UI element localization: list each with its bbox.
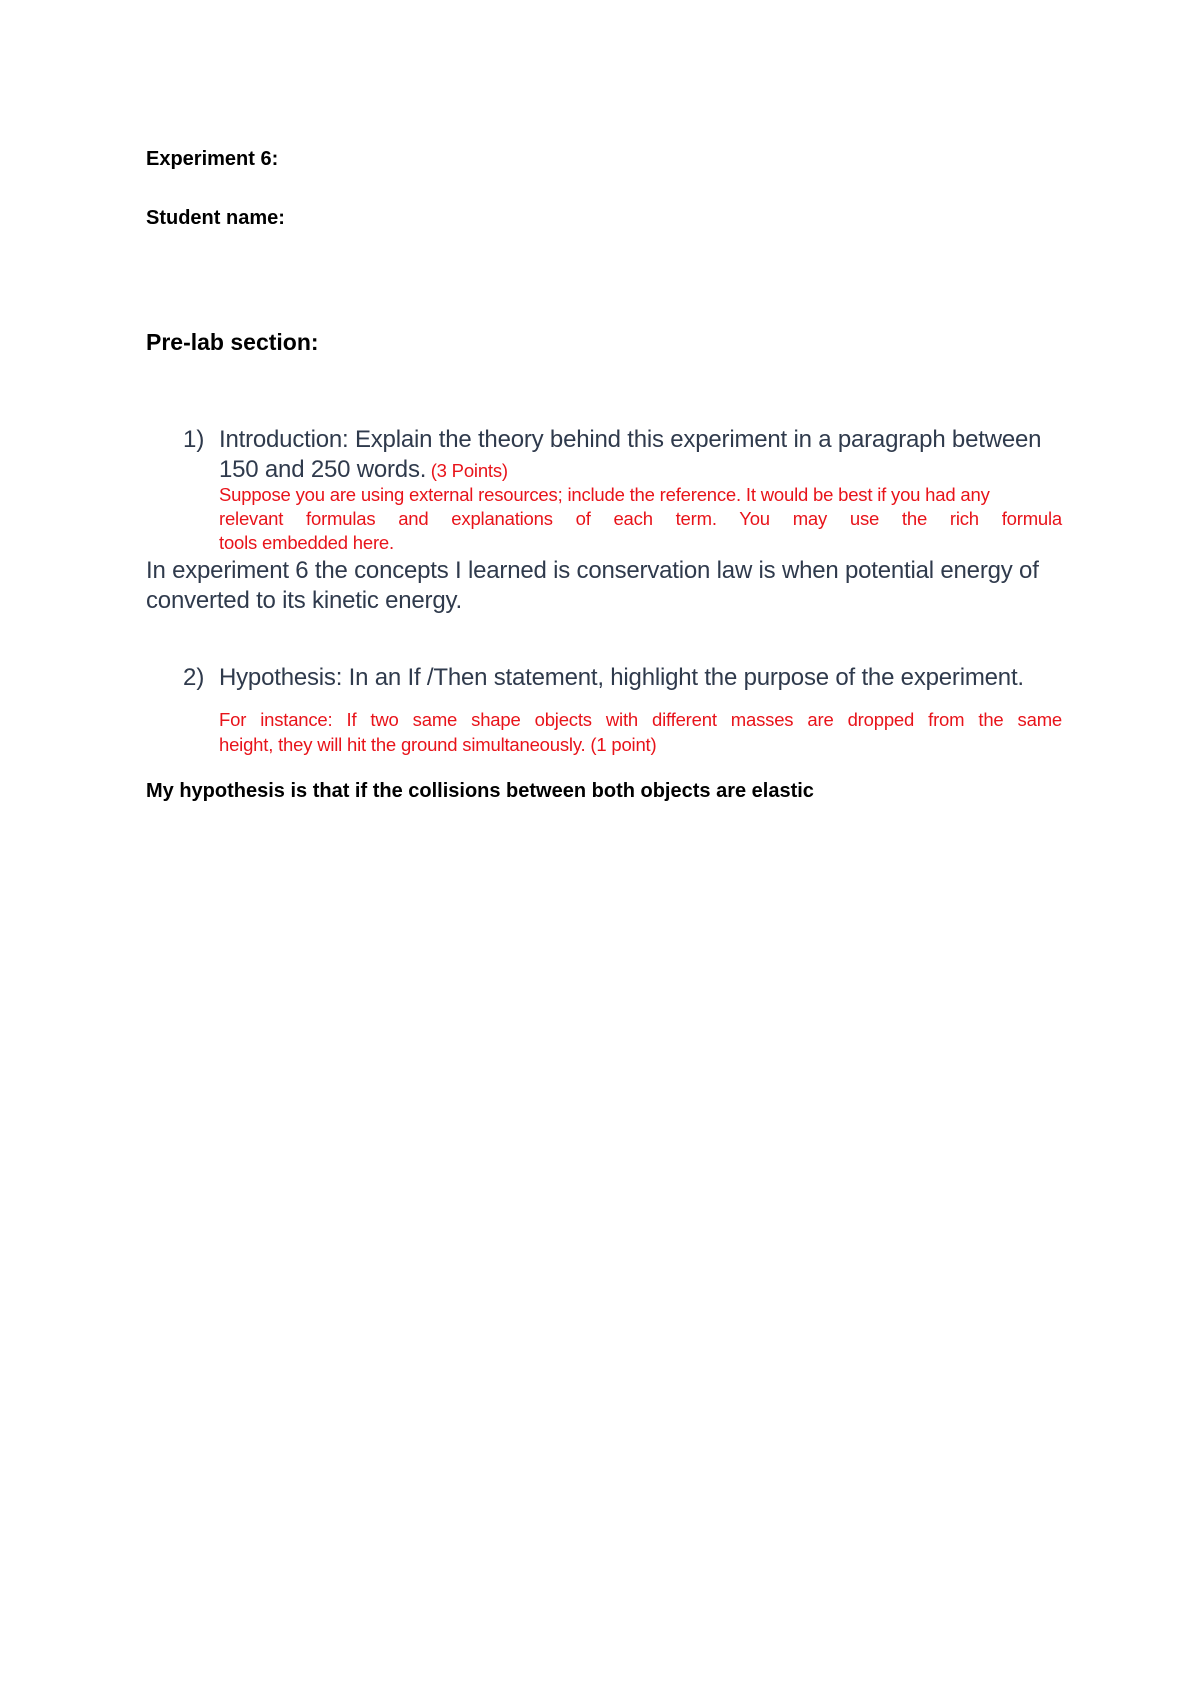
answer1-line2: converted to its kinetic energy. [146, 587, 462, 614]
item1-note-line2: relevant formulas and explanations of each term. You may use the rich formula [219, 508, 1062, 529]
item1-question-line2 [219, 456, 508, 484]
item2-note-line2: height, they will hit the ground simultaneously. (1 point) [219, 734, 657, 755]
answer1-line1: In experiment 6 the concepts I learned is conservation law is when potential energy of [146, 557, 1039, 584]
item1-question-words: 150 and 250 words. [219, 456, 427, 483]
prelab-heading: Pre-lab section: [146, 329, 319, 355]
student-name-label: Student name: [146, 207, 285, 229]
item2-number: 2) [183, 664, 205, 691]
answer2-line1: My hypothesis is that if the collisions between both objects are elastic [146, 780, 814, 802]
item1-number: 1) [183, 426, 205, 453]
item1-question-line1: Introduction: Explain the theory behind this experiment in a paragraph between [219, 426, 1042, 453]
item1-note-line1: Suppose you are using external resources; include the reference. It would be best if you had any [219, 484, 990, 505]
item2-question-line1: Hypothesis: In an If /Then statement, highlight the purpose of the experiment. [219, 664, 1024, 691]
item1-points: (3 Points) [430, 460, 508, 481]
item1-note-line3: tools embedded here. [219, 532, 394, 553]
item2-note-line1: For instance: If two same shape objects with different masses are dropped from the same [219, 709, 1062, 730]
experiment-label: Experiment 6: [146, 148, 279, 170]
